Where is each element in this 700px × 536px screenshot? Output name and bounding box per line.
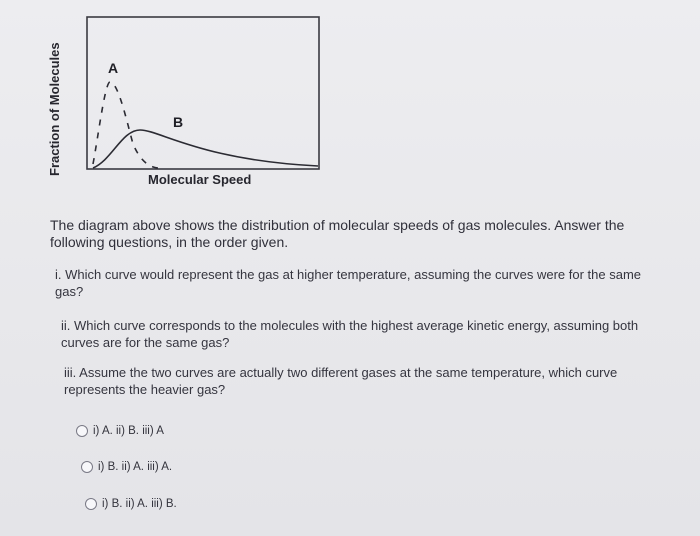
speed-distribution-diagram	[40, 10, 340, 200]
option-label: i) B. ii) A. iii) A.	[98, 461, 173, 473]
question-part-3: iii. Assume the two curves are actually two different gases at the same temperature, which curve represents the heavier gas?	[64, 365, 618, 397]
question-part-1: i. Which curve would represent the gas at higher temperature, assuming the curves were for the same gas?	[55, 267, 642, 299]
answer-option-3[interactable]	[85, 498, 177, 510]
curve-a-label: A	[108, 60, 119, 76]
option-label: i) B. ii) A. iii) B.	[102, 498, 177, 510]
plot-frame	[87, 17, 319, 169]
option-label: i) A. ii) B. iii) A	[93, 425, 164, 437]
question-part-2: ii. Which curve corresponds to the molecules with the highest average kinetic energy, assuming both curves are for the same gas?	[61, 318, 639, 350]
radio-button[interactable]	[85, 498, 97, 510]
y-axis-label: Fraction of Molecules	[47, 42, 62, 176]
answer-option-1[interactable]	[76, 425, 164, 437]
question-intro: The diagram above shows the distribution of molecular speeds of gas molecules. Answer the following questions, in the order given.	[50, 217, 625, 250]
curve-b-label: B	[173, 114, 184, 130]
answer-option-2[interactable]	[81, 461, 172, 473]
radio-button[interactable]	[76, 425, 88, 437]
radio-button[interactable]	[81, 461, 93, 473]
curve-a	[93, 82, 158, 168]
curve-b	[93, 130, 318, 168]
x-axis-label: Molecular Speed	[148, 172, 252, 187]
